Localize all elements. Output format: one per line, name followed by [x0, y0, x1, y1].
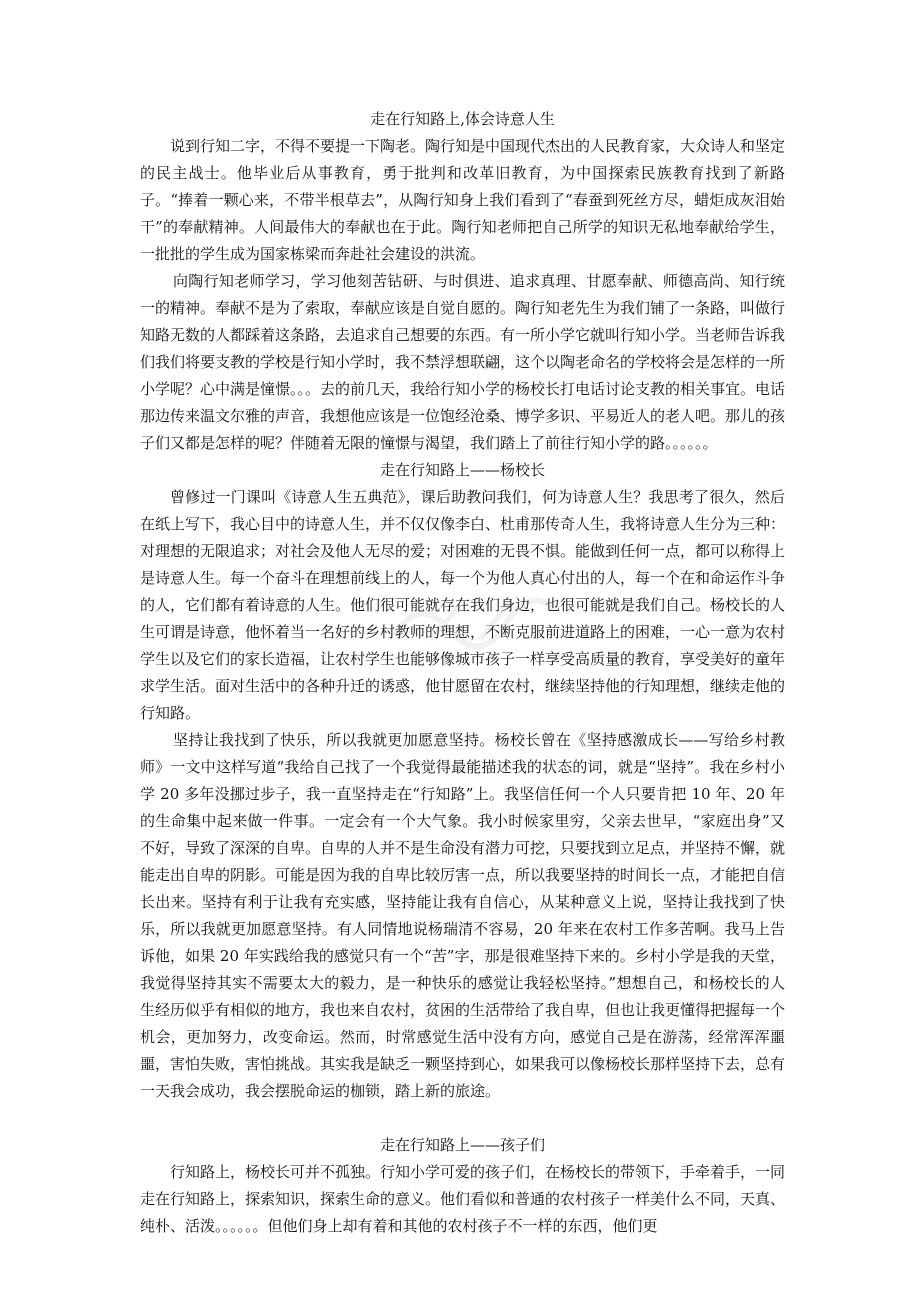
document-title: 走在行知路上,体会诗意人生: [370, 110, 555, 128]
section-spacer: [140, 1105, 785, 1132]
document-page: [140, 106, 785, 1240]
principal-paragraph-1: 曾修过一门课叫《诗意人生五典范》，课后助教问我们，何为诗意人生？我思考了很久，然后在纸上写下，我心目中的诗意人生，并不仅仅像李白、杜甫那传奇人生，我将诗意人生分为三种：对理想的无限追求；对社会及他人无尽的爱；对困难的无畏不惧。能做到任何一点，都可以称得上是诗意人生。每一个奋斗在理想前线上的人，每一个为他人真心付出的人，每一个在和命运作斗争的人，它们都有着诗意的人生。他们很可能就存在我们身边，也很可能就是我们自己。杨校长的人生可谓是诗意，他怀着当一名好的乡村教师的理想，不断克服前进道路上的困难，一心一意为农村学生以及它们的家长造福，让农村学生也能够像城市孩子一样享受高质量的教育，享受美好的童年求学生活。面对生活中的各种升迁的诱惑，他甘愿留在农村，继续坚持他的行知理想，继续走他的行知路。: [140, 488, 786, 722]
intro-paragraph-1: 说到行知二字，不得不要提一下陶老。陶行知是中国现代杰出的人民教育家，大众诗人和坚定的民主战士。他毕业后从事教育，勇于批判和改革旧教育，为中国探索民族教育找到了新路子。“捧着一颗心来，不带半根草去”，从陶行知身上我们看到了“春蚕到死丝方尽，蜡炬成灰泪始干”的奉献精神。人间最伟大的奉献也在于此。陶行知老师把自己所学的知识无私地奉献给学生，一批批的学生成为国家栋梁而奔赴社会建设的洪流。: [140, 137, 786, 263]
children-paragraph-1: 行知路上，杨校长可并不孤独。行知小学可爱的孩子们，在杨校长的带领下，手牵着手，一同走在行知路上，探索知识，探索生命的意义。他们看似和普通的农村孩子一样美什么不同，天真、纯朴、活泼。。。。。。但他们身上却有着和其他的农村孩子不一样的东西，他们更: [140, 1163, 786, 1235]
intro-paragraph-2: 向陶行知老师学习，学习他刻苦钻研、与时俱进、追求真理、甘愿奉献、师德高尚、知行统一的精神。奉献不是为了索取，奉献应该是自觉自愿的。陶行知老先生为我们铺了一条路，叫做行知路无数的人都踩着这条路，去追求自己想要的东西。有一所小学它就叫行知小学。当老师告诉我们我们将要支教的学校是行知小学时，我不禁浮想联翩，这个以陶老命名的学校将会是怎样的一所小学呢？心中满是憧憬。。。去的前几天，我给行知小学的杨校长打电话讨论支教的相关事宜。电话那边传来温文尔雅的声音，我想他应该是一位饱经沧桑、博学多识、平易近人的老人吧。那儿的孩子们又都是怎样的呢？伴随着无限的憧憬与渴望，我们踏上了前往行知小学的路。。。。。。: [140, 272, 786, 452]
principal-paragraph-2: 坚持让我找到了快乐，所以我就更加愿意坚持。杨校长曾在《坚持感激成长——写给乡村教师》一文中这样写道“我给自己找了一个我觉得最能描述我的状态的词，就是“坚持”。我在乡村小学 20 多年没挪过步子，我一直坚持走在“行知路”上。我坚信任何一个人只要肯把 10 年、20 年的生命集中起来做一件事。一定会有一个大气象。我小时候家里穷，父亲去世早，“家庭出身”又不好，导致了深深的自卑。自卑的人并不是生命没有潜力可挖，只要找到立足点，并坚持不懈，就能走出自卑的阴影。可能是因为我的自卑比较厉害一点，所以我要坚持的时间长一点，才能把自信长出来。坚持有利于让我有充实感，坚持能让我有自信心，从某种意义上说，坚持让我找到了快乐，所以我就更加愿意坚持。有人同情地说杨瑞清不容易，20 年来在农村工作多苦啊。我马上告诉他，如果 20 年实践给我的感觉只有一个“苦”字，那是很难坚持下来的。乡村小学是我的天堂，我觉得坚持其实不需要太大的毅力，是一种快乐的感觉让我轻松坚持。”想想自己，和杨校长的人生经历似乎有相似的地方，我也来自农村，贫困的生活带给了我自卑，但也让我更懂得把握每一个机会，更加努力，改变命运。然而，时常感觉生活中没有方向，感觉自己是在游荡，经常浑浑噩噩，害怕失败，害怕挑战。其实我是缺乏一颗坚持到心，如果我可以像杨校长那样坚持下去，总有一天我会成功，我会摆脱命运的枷锁，踏上新的旅途。: [140, 731, 786, 1100]
section-heading-principal: 走在行知路上——杨校长: [379, 461, 545, 479]
section-heading-children: 走在行知路上——孩子们: [379, 1136, 545, 1154]
